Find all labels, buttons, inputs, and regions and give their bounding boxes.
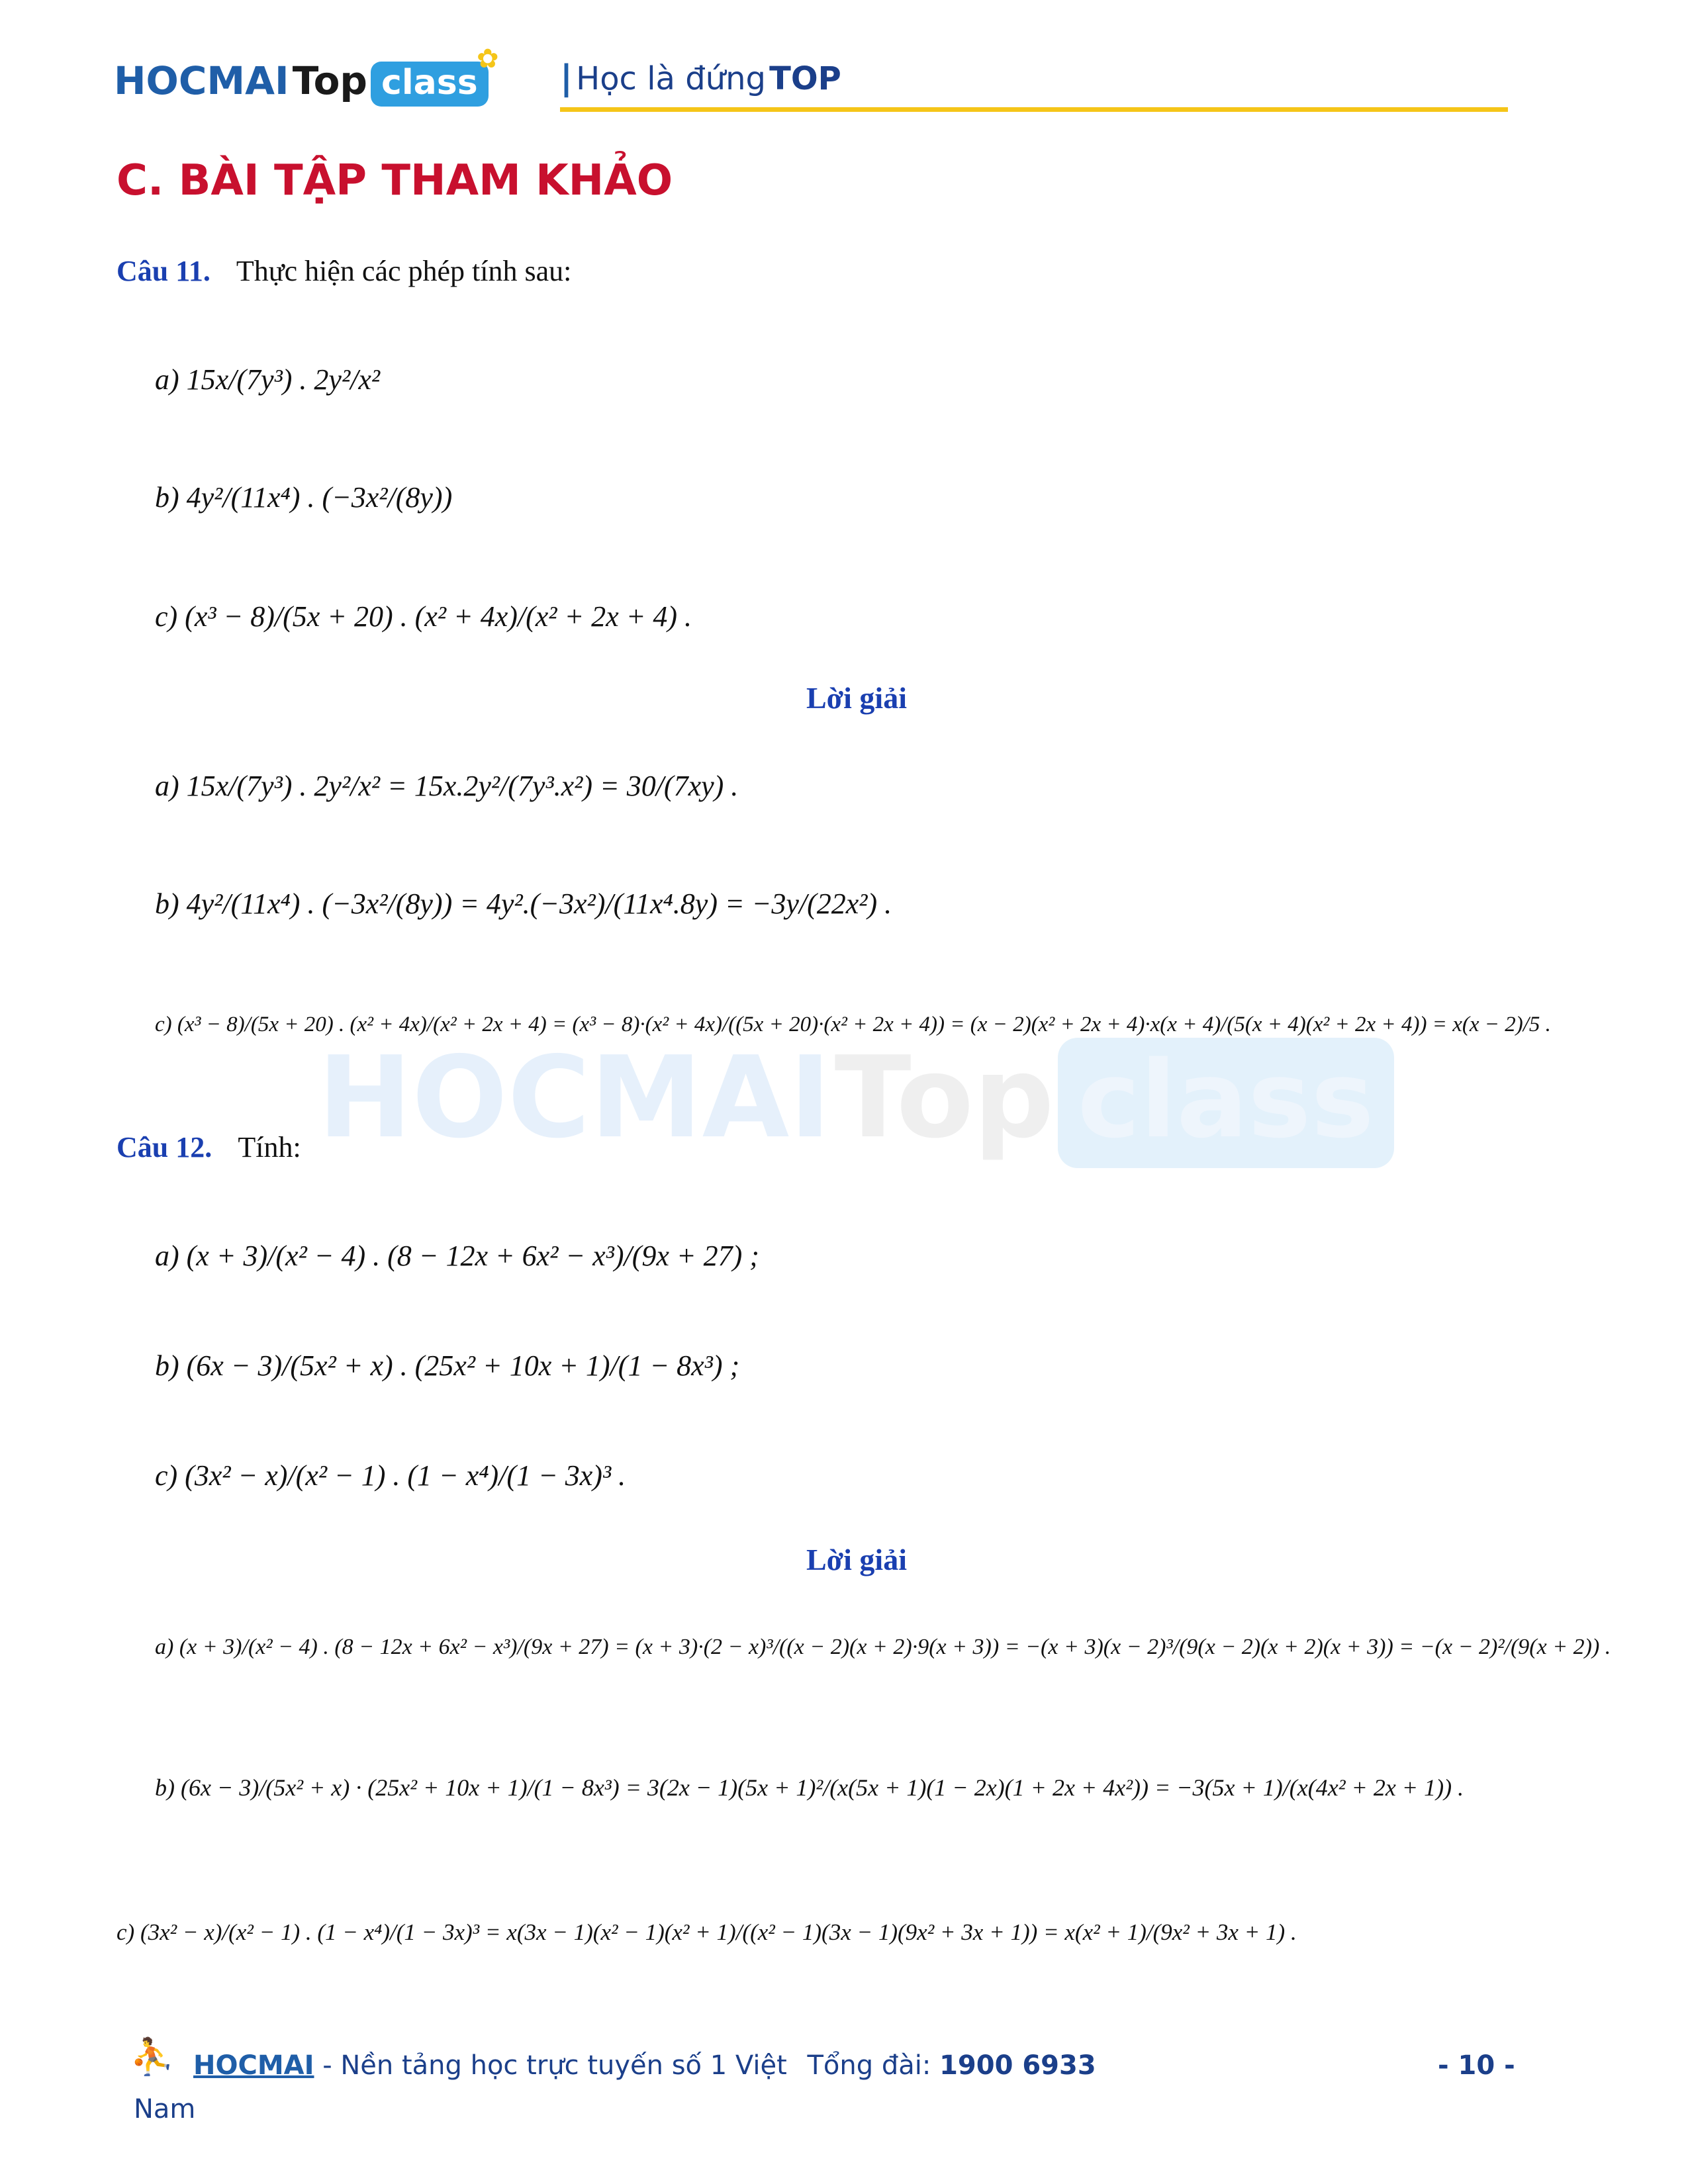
header-slogan bbox=[560, 58, 841, 98]
s12-line-b: b) (6x − 3)/(5x² + x) · (25x² + 10x + 1)/(1 − 8x³) = 3(2x − 1)(5x + 1)²/(x(5x + 1)(1 − 2x)(1 + 2x + 4x²)) = −3(5x + 1)/(x(4x² + 2x + 1)) . bbox=[155, 1774, 1464, 1801]
q12-item-a: a) (x + 3)/(x² − 4) . (8 − 12x + 6x² − x³)/(9x + 27) ; bbox=[155, 1240, 759, 1272]
footer-tagline: - Nền tảng học trực tuyến số 1 Việt bbox=[314, 2050, 787, 2081]
header-divider: | bbox=[560, 58, 573, 98]
logo-flower-icon: ✿ bbox=[477, 44, 499, 74]
header-rule bbox=[560, 107, 1508, 112]
watermark-class: class bbox=[1058, 1038, 1394, 1168]
solution-12-title: Lời giải bbox=[806, 1543, 907, 1576]
question-12 bbox=[117, 1130, 301, 1164]
q11-item-c: c) (x³ − 8)/(5x + 20) . (x² + 4x)/(x² + 2x + 4) . bbox=[155, 600, 692, 633]
question-11 bbox=[117, 254, 571, 288]
s11-line-b: b) 4y²/(11x⁴) . (−3x²/(8y)) = 4y².(−3x²)/(11x⁴.8y) = −3y/(22x²) . bbox=[155, 887, 892, 920]
question-11-label: Câu 11. bbox=[117, 255, 211, 287]
footer-hotline-number: 1900 6933 bbox=[939, 2050, 1096, 2081]
q12-item-c: c) (3x² − x)/(x² − 1) . (1 − x⁴)/(1 − 3x)³ . bbox=[155, 1459, 626, 1492]
q12-item-b: b) (6x − 3)/(5x² + x) . (25x² + 10x + 1)/(1 − 8x³) ; bbox=[155, 1349, 740, 1382]
header-logo bbox=[114, 44, 499, 103]
s12-line-c: c) (3x² − x)/(x² − 1) . (1 − x⁴)/(1 − 3x)³ = x(3x − 1)(x² − 1)(x² + 1)/((x² − 1)(3x − 1)(9x² + 3x + 1)) = x(x² + 1)/(9x² + 3x + 1) . bbox=[117, 1919, 1297, 1945]
s12-line-a: a) (x + 3)/(x² − 4) . (8 − 12x + 6x² − x³)/(9x + 27) = (x + 3)·(2 − x)³/((x − 2)(x + 2)·9(x + 3)) = −(x + 3)(x − 2)³/(9(x − 2)(x + 2)(x + 3)) = −(x − 2)²/(9(x + 2)) . bbox=[155, 1635, 1611, 1659]
s11-line-a: a) 15x/(7y³) . 2y²/x² = 15x.2y²/(7y³.x²) = 30/(7xy) . bbox=[155, 770, 739, 802]
q11-item-a: a) 15x/(7y³) . 2y²/x² bbox=[155, 363, 381, 396]
footer-logo-icon: ⛹ bbox=[130, 2036, 175, 2077]
logo-hocmai: HOCMAI bbox=[114, 58, 289, 103]
footer bbox=[130, 2036, 1096, 2081]
slogan-text: Học là đứng bbox=[576, 60, 766, 97]
solution-11-title: Lời giải bbox=[806, 681, 907, 715]
slogan-highlight: TOP bbox=[769, 60, 841, 97]
footer-brand-link[interactable]: HOCMAI bbox=[193, 2050, 314, 2081]
watermark-hocmai: HOCMAI bbox=[318, 1032, 831, 1163]
question-12-label: Câu 12. bbox=[117, 1131, 212, 1163]
s11-line-c: c) (x³ − 8)/(5x + 20) . (x² + 4x)/(x² + 2x + 4) = (x³ − 8)·(x² + 4x)/((5x + 20)·(x² + 2x + 4)) = (x − 2)(x² + 2x + 4)·x(x + 4)/(5(x + 4)(x² + 2x + 4)) = x(x − 2)/5 . bbox=[155, 1013, 1551, 1036]
question-12-prompt: Tính: bbox=[238, 1131, 301, 1163]
footer-wrap-word: Nam bbox=[134, 2094, 196, 2124]
watermark-top: Top bbox=[834, 1032, 1055, 1163]
footer-hotline-label: Tổng đài: bbox=[807, 2050, 931, 2081]
q11-item-b: b) 4y²/(11x⁴) . (−3x²/(8y)) bbox=[155, 481, 453, 514]
question-11-prompt: Thực hiện các phép tính sau: bbox=[236, 255, 572, 287]
watermark bbox=[318, 1032, 1394, 1163]
logo-class: class bbox=[371, 62, 489, 107]
logo-top: Top bbox=[292, 58, 367, 103]
section-title: C. BÀI TẬP THAM KHẢO bbox=[117, 156, 673, 205]
page-number: - 10 - bbox=[1438, 2050, 1515, 2081]
